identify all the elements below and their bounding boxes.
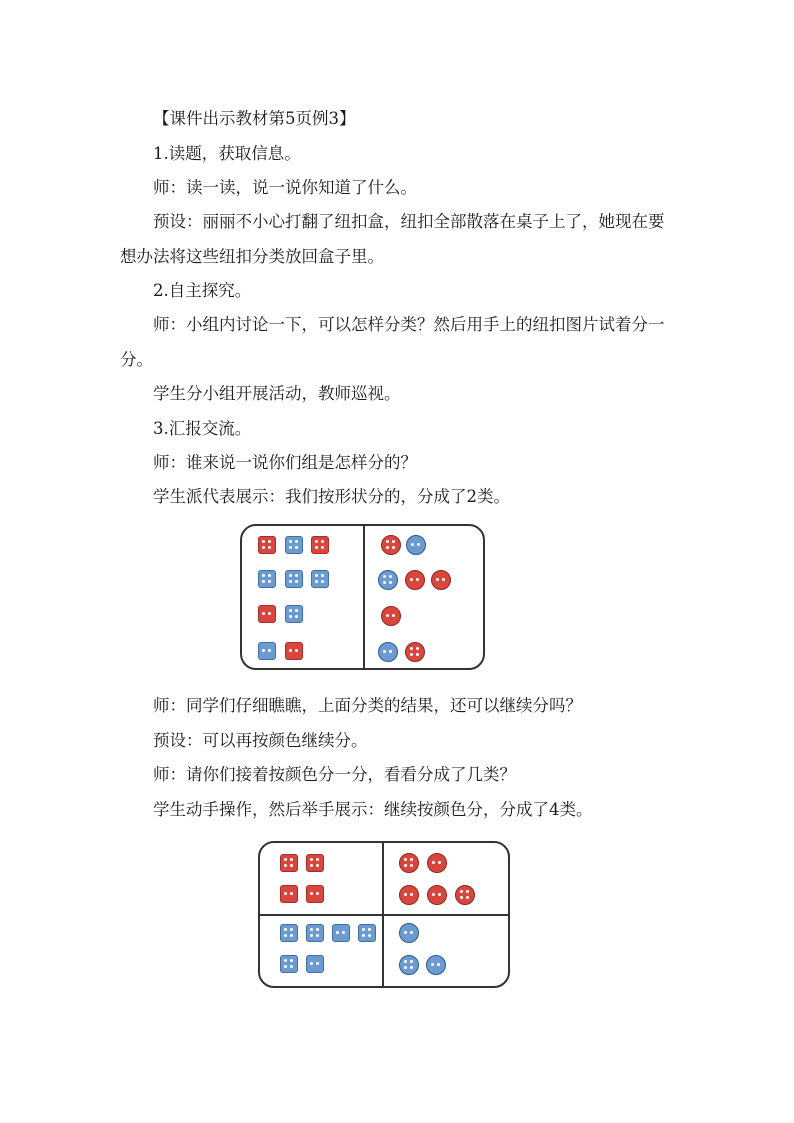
- button-hole: [289, 615, 292, 618]
- red-square-button-icon: [311, 536, 329, 554]
- button-hole: [383, 650, 386, 653]
- button-hole: [315, 540, 318, 543]
- button-hole: [284, 892, 287, 895]
- button-hole: [310, 962, 313, 965]
- button-hole: [442, 578, 445, 581]
- red-square-button-icon: [280, 854, 298, 872]
- button-hole: [389, 575, 392, 578]
- button-hole: [466, 890, 469, 893]
- button-hole: [289, 574, 292, 577]
- button-hole: [262, 540, 265, 543]
- button-hole: [310, 892, 313, 895]
- paragraph-step-1: 1.读题，获取信息。: [153, 144, 301, 163]
- paragraph-teacher-4: 师：同学们仔细瞧瞧，上面分类的结果，还可以继续分吗？: [153, 696, 582, 715]
- red-round-button-icon: [399, 885, 419, 905]
- blue-square-button-icon: [258, 570, 276, 588]
- paragraph-teacher-3: 师：谁来说一说你们组是怎样分的？: [153, 453, 417, 472]
- button-hole: [416, 653, 419, 656]
- button-hole: [290, 864, 293, 867]
- button-hole: [290, 934, 293, 937]
- blue-square-button-icon: [311, 570, 329, 588]
- button-hole: [290, 959, 293, 962]
- red-square-button-icon: [280, 885, 298, 903]
- button-hole: [315, 546, 318, 549]
- button-hole: [316, 858, 319, 861]
- button-hole: [437, 963, 440, 966]
- red-round-button-icon: [405, 570, 425, 590]
- button-hole: [289, 609, 292, 612]
- blue-square-button-icon: [280, 924, 298, 942]
- paragraph-preset-1: 预设：丽丽不小心打翻了纽扣盒，纽扣全部散落在桌子上了，她现在要想办法将这些纽扣分类放回盒子里。: [120, 212, 665, 266]
- button-hole: [386, 614, 389, 617]
- button-hole: [284, 858, 287, 861]
- button-hole: [431, 963, 434, 966]
- paragraph-teacher-2: 师：小组内讨论一下，可以怎样分类？然后用手上的纽扣图片试着分一分。: [120, 315, 665, 369]
- button-hole: [315, 580, 318, 583]
- button-hole: [284, 965, 287, 968]
- button-hole: [262, 612, 265, 615]
- paragraph-courseware-title: 【课件出示教材第5页例3】: [153, 109, 356, 128]
- button-hole: [289, 546, 292, 549]
- blue-round-button-icon: [426, 955, 446, 975]
- button-hole: [289, 649, 292, 652]
- button-hole: [416, 578, 419, 581]
- button-hole: [295, 615, 298, 618]
- paragraph-student-show-2: 学生动手操作，然后举手展示：继续按颜色分，分成了4类。: [153, 800, 593, 819]
- button-hole: [438, 893, 441, 896]
- button-hole: [383, 581, 386, 584]
- button-hole: [290, 928, 293, 931]
- button-hole: [290, 858, 293, 861]
- button-hole: [290, 965, 293, 968]
- button-hole: [392, 546, 395, 549]
- button-hole: [310, 864, 313, 867]
- button-hole: [310, 928, 313, 931]
- button-hole: [316, 928, 319, 931]
- button-hole: [284, 934, 287, 937]
- button-hole: [316, 962, 319, 965]
- blue-square-button-icon: [332, 924, 350, 942]
- button-hole: [284, 864, 287, 867]
- button-hole: [389, 650, 392, 653]
- button-hole: [392, 540, 395, 543]
- button-sort-figure-by-shape: [240, 524, 485, 670]
- button-hole: [383, 575, 386, 578]
- button-hole: [268, 649, 271, 652]
- button-hole: [321, 546, 324, 549]
- button-hole: [432, 861, 435, 864]
- button-hole: [404, 864, 407, 867]
- paragraph-step-2: 2.自主探究。: [153, 281, 252, 300]
- button-hole: [368, 934, 371, 937]
- button-hole: [321, 580, 324, 583]
- button-hole: [342, 931, 345, 934]
- blue-round-button-icon: [399, 955, 419, 975]
- red-square-button-icon: [306, 885, 324, 903]
- button-hole: [368, 928, 371, 931]
- button-hole: [268, 574, 271, 577]
- red-round-button-icon: [381, 535, 401, 555]
- button-hole: [262, 580, 265, 583]
- figure-divider-horizontal: [260, 914, 508, 916]
- button-hole: [295, 540, 298, 543]
- red-round-button-icon: [405, 642, 425, 662]
- button-hole: [438, 861, 441, 864]
- red-round-button-icon: [381, 606, 401, 626]
- button-hole: [410, 893, 413, 896]
- button-hole: [460, 896, 463, 899]
- button-hole: [410, 864, 413, 867]
- button-hole: [262, 574, 265, 577]
- button-hole: [284, 928, 287, 931]
- button-hole: [404, 858, 407, 861]
- button-hole: [316, 934, 319, 937]
- paragraph-student-activity: 学生分小组开展活动，教师巡视。: [153, 384, 401, 403]
- red-square-button-icon: [258, 605, 276, 623]
- blue-square-button-icon: [306, 955, 324, 973]
- red-square-button-icon: [258, 536, 276, 554]
- button-hole: [262, 649, 265, 652]
- button-hole: [268, 546, 271, 549]
- blue-round-button-icon: [378, 642, 398, 662]
- blue-square-button-icon: [285, 536, 303, 554]
- button-hole: [316, 864, 319, 867]
- button-hole: [268, 612, 271, 615]
- button-hole: [389, 581, 392, 584]
- button-hole: [386, 546, 389, 549]
- button-sort-figure-by-color: [258, 841, 510, 988]
- red-square-button-icon: [285, 642, 303, 660]
- button-hole: [410, 966, 413, 969]
- red-round-button-icon: [427, 853, 447, 873]
- blue-square-button-icon: [285, 570, 303, 588]
- button-hole: [404, 931, 407, 934]
- button-hole: [295, 609, 298, 612]
- button-hole: [410, 858, 413, 861]
- button-hole: [416, 647, 419, 650]
- button-hole: [410, 931, 413, 934]
- button-hole: [404, 960, 407, 963]
- red-round-button-icon: [455, 885, 475, 905]
- button-hole: [436, 578, 439, 581]
- blue-square-button-icon: [280, 955, 298, 973]
- red-round-button-icon: [431, 570, 451, 590]
- button-hole: [290, 892, 293, 895]
- button-hole: [268, 540, 271, 543]
- button-hole: [268, 580, 271, 583]
- button-hole: [316, 892, 319, 895]
- button-hole: [336, 931, 339, 934]
- button-hole: [362, 934, 365, 937]
- blue-square-button-icon: [285, 605, 303, 623]
- button-hole: [404, 893, 407, 896]
- blue-square-button-icon: [258, 642, 276, 660]
- button-hole: [262, 546, 265, 549]
- button-hole: [392, 614, 395, 617]
- button-hole: [289, 580, 292, 583]
- button-hole: [410, 960, 413, 963]
- paragraph-teacher-5: 师：请你们接着按颜色分一分，看看分成了几类？: [153, 765, 516, 784]
- button-hole: [321, 540, 324, 543]
- blue-round-button-icon: [378, 570, 398, 590]
- button-hole: [411, 543, 414, 546]
- blue-round-button-icon: [399, 923, 419, 943]
- button-hole: [410, 578, 413, 581]
- button-hole: [404, 966, 407, 969]
- button-hole: [417, 543, 420, 546]
- button-hole: [321, 574, 324, 577]
- button-hole: [310, 934, 313, 937]
- button-hole: [295, 649, 298, 652]
- button-hole: [362, 928, 365, 931]
- button-hole: [295, 580, 298, 583]
- button-hole: [284, 959, 287, 962]
- figure-divider: [363, 526, 365, 668]
- button-hole: [410, 653, 413, 656]
- button-hole: [410, 647, 413, 650]
- button-hole: [460, 890, 463, 893]
- paragraph-step-3: 3.汇报交流。: [153, 419, 252, 438]
- red-square-button-icon: [306, 854, 324, 872]
- button-hole: [289, 540, 292, 543]
- paragraph-preset-2: 预设：可以再按颜色继续分。: [153, 731, 368, 750]
- blue-square-button-icon: [306, 924, 324, 942]
- button-hole: [386, 540, 389, 543]
- red-round-button-icon: [427, 885, 447, 905]
- blue-round-button-icon: [406, 535, 426, 555]
- red-round-button-icon: [399, 853, 419, 873]
- button-hole: [466, 896, 469, 899]
- button-hole: [432, 893, 435, 896]
- button-hole: [295, 574, 298, 577]
- button-hole: [315, 574, 318, 577]
- button-hole: [295, 546, 298, 549]
- button-hole: [310, 858, 313, 861]
- paragraph-teacher-1: 师：读一读，说一说你知道了什么。: [153, 178, 417, 197]
- paragraph-student-show-1: 学生派代表展示：我们按形状分的，分成了2类。: [153, 487, 510, 506]
- blue-square-button-icon: [358, 924, 376, 942]
